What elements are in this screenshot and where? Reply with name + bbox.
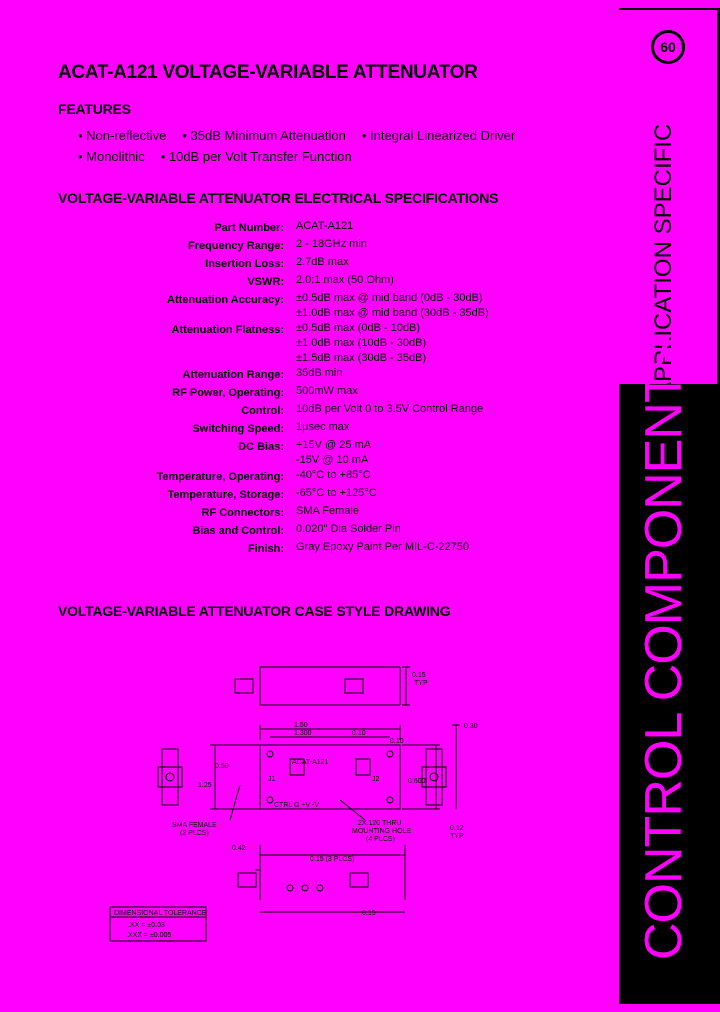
spec-value-line: 2.0:1 max (50 Ohm) [296,274,394,286]
dim-0-12: 0.12 [450,825,464,832]
spec-value-line: +15V @ 25 mA [296,439,372,451]
drawing-j2-label: J2 [372,776,380,783]
application-specific-label: APPLICATION SPECIFIC [650,123,677,398]
spec-value-line: ±1.0dB max (10dB - 30dB) [296,337,427,349]
spec-value [296,219,620,237]
control-components-label: CONTROL COMPONENTS [635,338,693,960]
spec-row [0,384,620,402]
spec-label: VSWR: [247,276,284,288]
case-style-drawing [114,655,610,945]
spec-row [0,438,620,468]
page-title: ACAT-A121 VOLTAGE-VARIABLE ATTENUATOR [58,62,478,83]
spec-row [0,219,620,237]
dim-0-15-plcs: 0.15 (3 PLCS) [310,856,355,863]
drawing-part-label: ACAT-A121 [292,759,329,766]
spec-value-line: ±0.5dB max @ mid band (0dB - 30dB) [296,292,483,304]
logo-badge: 60 [651,30,685,64]
dim-1-50: 1.50 [294,722,308,729]
spec-row [0,486,620,504]
spec-row [0,366,620,384]
feature-item: • Non-reflective [78,128,167,143]
spec-label: RF Power, Operating: [172,387,284,399]
dim-0-600: 0.600 [408,778,426,785]
spec-label: DC Bias: [238,441,284,453]
spec-value-line: SMA Female [296,505,359,517]
spec-value-line: 10dB per Volt 0 to 3.5V Control Range [296,403,484,415]
spec-value [296,384,620,402]
dim-0-10a: 0.10 [352,730,366,737]
spec-value [296,522,620,540]
spec-table [0,219,620,558]
dim-0-42: 0.42 [232,845,246,852]
spec-row [0,420,620,438]
spec-value [296,420,620,438]
dim-1-300: 1.300 [294,730,312,737]
drawing-hole-label: 2X.120 THRU [358,820,402,827]
drawing-heading: VOLTAGE-VARIABLE ATTENUATOR CASE STYLE DRAWING [58,603,451,619]
spec-label: Switching Speed: [192,423,284,435]
spec-value [296,438,620,468]
spec-value [296,321,620,366]
spec-value [296,468,620,486]
spec-label: Attenuation Flatness: [171,324,284,336]
spec-value [296,291,620,321]
spec-value-line: -15V @ 10 mA [296,454,369,466]
tolerance-xx: .XX = ±0.03 [128,922,165,929]
spec-label: Attenuation Range: [182,369,284,381]
spec-row [0,255,620,273]
spec-label: Frequency Range: [188,240,284,252]
spec-row [0,237,620,255]
spec-value [296,486,620,504]
drawing-hole-label-2: MOUNTING HOLE [352,828,412,835]
feature-item: • Monolithic [78,149,145,164]
drawing-sma-plcs-label: (2 PLCS) [180,830,209,837]
spec-value [296,366,620,384]
spec-value-line: 2 - 18GHz min [296,238,367,250]
features-row-1 [78,128,531,143]
dim-0-30: 0.30 [464,723,478,730]
feature-item: • 35dB Minimum Attenuation [182,128,346,143]
dim-0-50: 0.50 [215,763,229,770]
spec-value-line: 35dB min [296,367,343,379]
dim-0-15-top: 0.15 [412,672,426,679]
spec-row [0,273,620,291]
spec-value-line: 1μsec max [296,421,350,433]
spec-label: Bias and Control: [192,525,284,537]
spec-row [0,321,620,366]
spec-row [0,522,620,540]
dim-typ-2: TYP [450,833,464,840]
dim-1-25: 1.25 [198,782,212,789]
spec-value-line: ACAT-A121 [296,220,354,232]
spec-label: Part Number: [214,222,284,234]
spec-label: Insertion Loss: [205,258,284,270]
drawing-j1-label: J1 [268,776,276,783]
spec-value [296,402,620,420]
dim-typ-1: TYP [414,680,428,687]
spec-row [0,540,620,558]
spec-value-line: 500mW max [296,385,358,397]
spec-value [296,273,620,291]
spec-row [0,468,620,486]
drawing-hole-label-3: (4 PLCS) [366,836,395,843]
feature-item: • 10dB per Volt Transfer Function [160,149,352,164]
dim-0-15-bottom: 0.15 [362,910,376,917]
spec-label: Attenuation Accuracy: [167,294,284,306]
spec-label: Finish: [247,543,284,555]
spec-value-line: 2.7dB max [296,256,349,268]
spec-label: Temperature, Storage: [167,489,284,501]
dim-0-10b: 0.10 [390,738,404,745]
spec-value-line: -40°C to +85°C [296,469,371,481]
spec-label: Control: [241,405,284,417]
spec-value-line: -65°C to +125°C [296,487,377,499]
spec-value [296,540,620,558]
spec-value [296,255,620,273]
spec-value-line: ±1.5dB max (30dB - 35dB) [296,352,427,364]
feature-item: • Integral Linearized Driver [361,128,516,143]
spec-value-line: ±1.0dB max @ mid band (30dB - 35dB) [296,307,489,319]
spec-value [296,237,620,255]
tolerance-xxx: .XXX = ±0.005 [126,932,172,939]
features-row-2 [78,149,368,164]
spec-label: RF Connectors: [201,507,284,519]
features-heading: FEATURES [58,101,131,117]
specs-heading: VOLTAGE-VARIABLE ATTENUATOR ELECTRICAL SPECIFICATIONS [58,190,499,206]
drawing-sma-label: SMA FEMALE [172,822,217,829]
spec-value-line: 0.020" Dia Solder Pin [296,523,401,535]
tolerance-heading: DIMENSIONAL TOLERANCE [114,910,207,917]
spec-row [0,291,620,321]
drawing-ctrl-label: CTRL G +V -V [274,802,320,809]
spec-row [0,504,620,522]
spec-row [0,402,620,420]
spec-label: Temperature, Operating: [156,471,284,483]
spec-value-line: Gray Epoxy Paint Per MIL-C-22750 [296,541,470,553]
spec-value [296,504,620,522]
spec-value-line: ±0.5dB max (0dB - 10dB) [296,322,421,334]
